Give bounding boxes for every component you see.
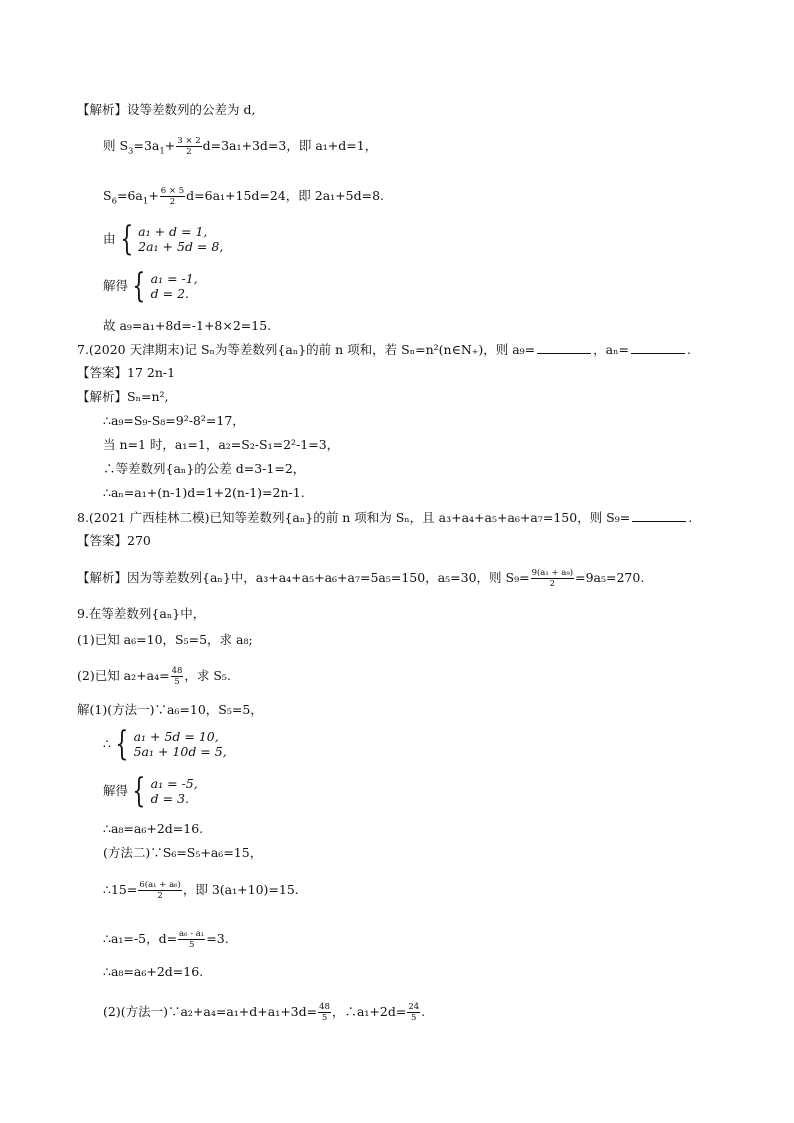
- answer-blank: [631, 341, 685, 354]
- question-9-part-1: (1)已知 a₆=10，S₅=5，求 a₈;: [77, 632, 253, 647]
- result-line: 故 a₉=a₁+8d=-1+8×2=15.: [103, 318, 272, 333]
- solution-line: ∴a₁=-5，d= $\frac{\text{a₆ - a₁}}{5}$ =3.: [103, 929, 229, 950]
- equation-system: ∴ { a₁ + 5d = 10, 5a₁ + 10d = 5,: [103, 724, 227, 764]
- fraction: $\frac{48}{5}$: [319, 1002, 330, 1023]
- analysis-8: 【解析】因为等差数列{aₙ}中，a₃+a₄+a₅+a₆+a₇=5a₅=150，a₅=30，则 S₉= $\frac{\text{9(a₁ + a₉)}}{2}$ =9a₅=270.: [77, 568, 645, 589]
- solution-line: ∴a₈=a₆+2d=16.: [103, 821, 204, 836]
- answer-7: 【答案】17 2n-1: [77, 365, 176, 380]
- fraction: $\frac{\text{a₆ - a₁}}{5}$: [179, 929, 205, 950]
- solution-part-2: (2)(方法一)∵a₂+a₄=a₁+d+a₁+3d= $\frac{48}{5}$ ，∴a₁+2d= $\frac{24}{5}$ .: [103, 1002, 426, 1023]
- analysis-line: 【解析】设等差数列的公差为 d,: [77, 102, 256, 117]
- solution-system: 解得 { a₁ = -5, d = 3.: [103, 771, 198, 811]
- fraction: $\frac{6 \times 5}{2}$: [160, 186, 185, 207]
- fraction: $\frac{\text{6(a₁ + a₆)}}{2}$: [139, 880, 181, 901]
- question-8: 8.(2021 广西桂林二模)已知等差数列{aₙ}的前 n 项和为 Sₙ，且 a₃+a₄+a₅+a₆+a₇=150，则 S₉= .: [77, 510, 693, 525]
- question-9: 9.在等差数列{aₙ}中，: [77, 606, 206, 621]
- question-9-part-2: (2)已知 a₂+a₄= $\frac{48}{5}$ ，求 S₅.: [77, 666, 231, 687]
- analysis-7-line: ∴aₙ=a₁+(n-1)d=1+2(n-1)=2n-1.: [103, 485, 305, 500]
- analysis-7: 【解析】Sₙ=n²,: [77, 389, 169, 404]
- answer-blank: [632, 509, 686, 522]
- fraction: $\frac{48}{5}$: [171, 666, 183, 687]
- s3-equation: 则 $S_3=3a_1+$ $\frac{3 \times 2}{2}$ d=3a₁+3d=3，即 a₁+d=1，: [103, 136, 378, 157]
- equation-system: 由 { a₁ + d = 1, 2a₁ + 5d = 8,: [103, 219, 224, 259]
- solution-system: 解得 { a₁ = -1, d = 2.: [103, 266, 198, 306]
- fraction: $\frac{\text{9(a₁ + a₉)}}{2}$: [531, 568, 574, 589]
- analysis-7-line: ∴a₉=S₉-S₈=9²-8²=17，: [103, 413, 245, 428]
- solution-line: ∴a₈=a₆+2d=16.: [103, 964, 204, 979]
- analysis-7-line: ∴等差数列{aₙ}的公差 d=3-1=2，: [103, 461, 306, 476]
- question-7: 7.(2020 天津期末)记 Sₙ为等差数列{aₙ}的前 n 项和，若 Sₙ=n²(n∈N₊)，则 a₉= ，aₙ= .: [77, 342, 691, 357]
- s6-equation: $S_6=6a_1+$ $\frac{6 \times 5}{2}$ d=6a₁+15d=24，即 2a₁+5d=8.: [103, 186, 385, 207]
- answer-blank: [537, 341, 591, 354]
- fraction: $\frac{3 \times 2}{2}$: [177, 136, 201, 157]
- fraction: $\frac{24}{5}$: [408, 1002, 420, 1023]
- solution-method-1: 解(1)(方法一)∵a₆=10，S₅=5，: [77, 702, 263, 717]
- answer-8: 【答案】270: [77, 533, 151, 548]
- solution-line: ∴15= $\frac{\text{6(a₁ + a₆)}}{2}$ ，即 3(a₁+10)=15.: [103, 880, 299, 901]
- solution-method-2: (方法二)∵S₆=S₅+a₆=15，: [103, 845, 263, 860]
- analysis-7-line: 当 n=1 时，a₁=1，a₂=S₂-S₁=2²-1=3，: [103, 437, 340, 452]
